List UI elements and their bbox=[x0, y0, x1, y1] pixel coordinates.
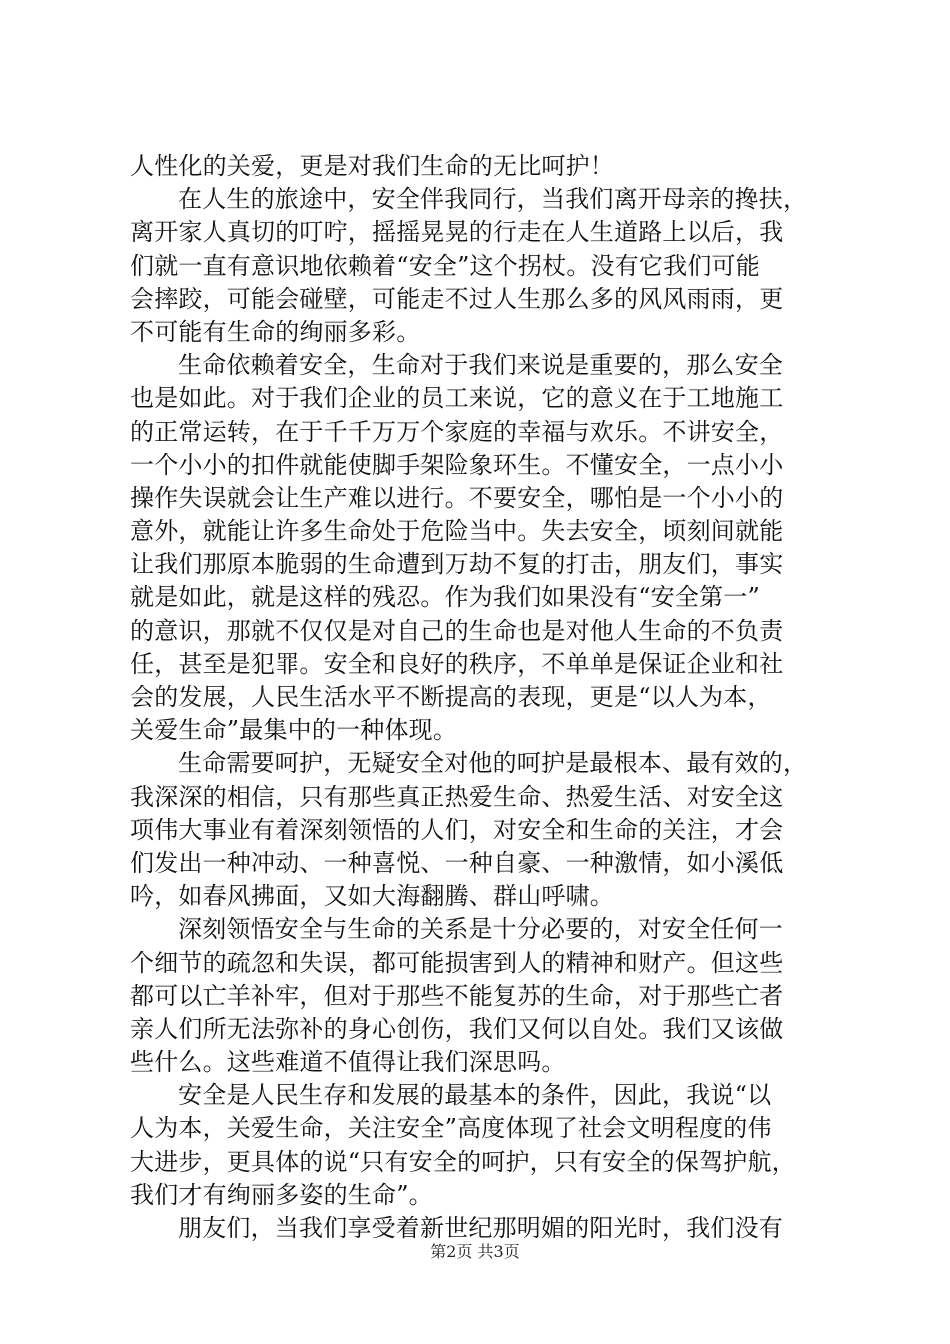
paragraph-start-line: 安全是人民生存和发展的最基本的条件，因此，我说“以 bbox=[178, 1081, 772, 1110]
paragraph-start-line: 深刻领悟安全与生命的关系是十分必要的，对安全任何一 bbox=[178, 915, 783, 944]
text-line: 会的发展，人民生活水平不断提高的表现，更是“以人为本， bbox=[130, 683, 772, 711]
text-line: 不可能有生命的绚丽多彩。 bbox=[130, 317, 421, 346]
text-line: 都可以亡羊补牢，但对于那些不能复苏的生命，对于那些亡者 bbox=[130, 981, 784, 1010]
text-line: 操作失误就会让生产难以进行。不要安全，哪怕是一个小小的 bbox=[130, 483, 784, 512]
text-line: 些什么。这些难道不值得让我们深思吗。 bbox=[130, 1048, 566, 1077]
paragraph-start-line: 朋友们，当我们享受着新世纪那明媚的阳光时，我们没有 bbox=[178, 1214, 783, 1242]
paragraph-start-line: 生命依赖着安全，生命对于我们来说是重要的，那么安全 bbox=[178, 351, 783, 380]
text-line: 们就一直有意识地依赖着“安全”这个拐杖。没有它我们可能 bbox=[130, 251, 760, 280]
text-line: 我深深的相信，只有那些真正热爱生命、热爱生活、对安全这 bbox=[130, 782, 784, 811]
text-line: 吟，如春风拂面，又如大海翻腾、群山呼啸。 bbox=[130, 882, 614, 911]
paragraph-start-line: 在人生的旅途中，安全伴我同行，当我们离开母亲的搀扶， bbox=[178, 185, 808, 214]
text-line: 们发出一种冲动、一种喜悦、一种自豪、一种激情，如小溪低 bbox=[130, 848, 784, 877]
text-line: 亲人们所无法弥补的身心创伤，我们又何以自处。我们又该做 bbox=[130, 1014, 784, 1043]
text-line: 大进步，更具体的说“只有安全的呵护，只有安全的保驾护航， bbox=[130, 1147, 796, 1176]
text-line: 项伟大事业有着深刻领悟的人们，对安全和生命的关注，才会 bbox=[130, 815, 784, 844]
text-line: 关爱生命”最集中的一种体现。 bbox=[130, 716, 458, 745]
text-line: 人性化的关爱，更是对我们生命的无比呵护！ bbox=[130, 152, 614, 180]
page-footer bbox=[0, 1242, 950, 1262]
page-number: 第2页 共3页 bbox=[430, 1242, 520, 1261]
text-line: 人为本，关爱生命，关注安全”高度体现了社会文明程度的伟 bbox=[130, 1114, 772, 1143]
text-line: 意外，就能让许多生命处于危险当中。失去安全，顷刻间就能 bbox=[130, 517, 784, 546]
text-line: 会摔跤，可能会碰壁，可能走不过人生那么多的风风雨雨，更 bbox=[130, 284, 784, 313]
text-line: 离开家人真切的叮咛，摇摇晃晃的行走在人生道路上以后，我 bbox=[130, 218, 784, 247]
text-line: 我们才有绚丽多姿的生命”。 bbox=[130, 1180, 433, 1209]
text-line: 也是如此。对于我们企业的员工来说，它的意义在于工地施工 bbox=[130, 384, 784, 413]
text-line: 的正常运转，在于千千万万个家庭的幸福与欢乐。不讲安全， bbox=[130, 417, 784, 446]
text-line: 就是如此，就是这样的残忍。作为我们如果没有“安全第一” bbox=[130, 583, 760, 612]
document-body bbox=[130, 150, 835, 1245]
text-line: 一个小小的扣件就能使脚手架险象环生。不懂安全，一点小小 bbox=[130, 450, 784, 479]
paragraph-start-line: 生命需要呵护，无疑安全对他的呵护是最根本、最有效的， bbox=[178, 749, 808, 778]
text-line: 的意识，那就不仅仅是对自己的生命也是对他人生命的不负责 bbox=[130, 616, 784, 645]
text-line: 让我们那原本脆弱的生命遭到万劫不复的打击，朋友们，事实 bbox=[130, 550, 784, 579]
text-line: 个细节的疏忽和失误，都可能损害到人的精神和财产。但这些 bbox=[130, 948, 784, 977]
text-line: 任，甚至是犯罪。安全和良好的秩序，不单单是保证企业和社 bbox=[130, 649, 784, 678]
